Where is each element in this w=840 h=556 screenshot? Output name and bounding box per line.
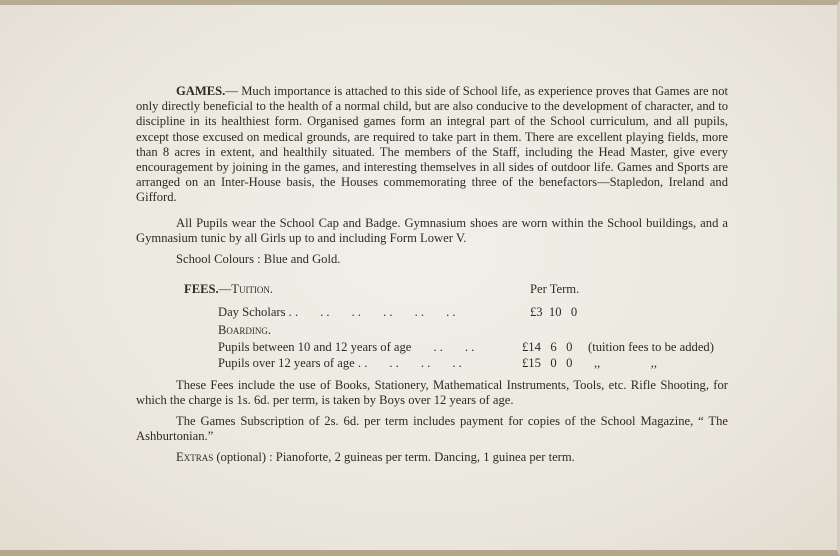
per-term-header: Per Term. <box>530 282 580 296</box>
extras-label: Extras <box>176 450 214 464</box>
boarding-over-12-label: Pupils over 12 years of age . . . . . . . . <box>218 356 462 370</box>
extras-line <box>176 450 575 465</box>
boarding-10-12-note: (tuition fees to be added) <box>588 340 714 354</box>
fees-include-paragraph: These Fees include the use of Books, Stationery, Mathematical Instruments, Tools, etc. Rifle Shooting, for which the charge is 1s. 6d. per term, is taken by Boys over 12 years of age. <box>136 378 728 408</box>
extras-text: (optional) : Pianoforte, 2 guineas per term. Dancing, 1 guinea per term. <box>213 450 575 464</box>
boarding-over-12-amount: £15 0 0 <box>522 356 573 370</box>
fees-subheading: —Tuition. <box>218 282 274 296</box>
boarding-10-12-label: Pupils between 10 and 12 years of age . . . . <box>218 340 475 354</box>
games-heading: GAMES. <box>176 84 226 98</box>
day-scholars-label: Day Scholars . . . . . . . . . . . . <box>218 305 456 319</box>
fees-heading-line <box>184 282 273 297</box>
boarding-over-12-ditto: ,, ,, <box>594 356 657 370</box>
day-scholars-amount: £3 10 0 <box>530 305 578 319</box>
fees-heading: FEES. <box>184 282 219 296</box>
boarding-10-12-amount: £14 6 0 <box>522 340 573 354</box>
school-colours: School Colours : Blue and Gold. <box>176 252 341 266</box>
games-paragraph <box>136 84 728 206</box>
uniform-paragraph: All Pupils wear the School Cap and Badge. Gymnasium shoes are worn within the School buildings, and a Gymnasium tunic by all Girls up to and including Form Lower V. <box>136 216 728 246</box>
boarding-heading: Boarding. <box>218 323 272 337</box>
games-subscription-paragraph: The Games Subscription of 2s. 6d. per term includes payment for copies of the School Magazine, “ The Ashburtonian.” <box>136 414 728 444</box>
games-text: — Much importance is attached to this side of School life, as experience proves that Games are not only directly beneficial to the health of a normal child, but are also conducive to the development of character, and to discipline in its healthiest form. Organised games form an integral part of the School curriculum, and all pupils, except those excused on medical grounds, are required to take part in them. There are excellent playing fields, more than 8 acres in extent, and healthily situated. The members of the Staff, including the Head Master, give every encouragement by joining in the games, and interesting themselves in all sides of outdoor life. Games and Sports are arranged on an Inter-House basis, the Houses commemorating three of the benefactors—Stapledon, Ireland and Gifford. <box>136 84 728 205</box>
